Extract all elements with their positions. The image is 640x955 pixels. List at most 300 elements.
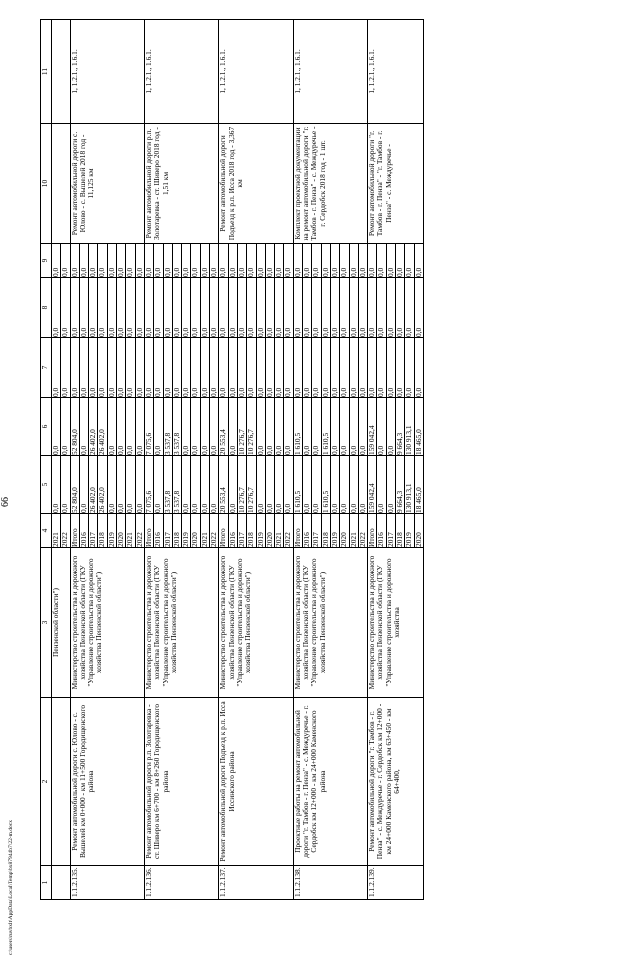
header-col-8: 8 — [41, 278, 52, 338]
cell-total — [52, 456, 71, 514]
cell-line: 0,0 — [181, 398, 190, 455]
cell-years — [70, 514, 144, 548]
cell-line: 0,0 — [339, 278, 348, 337]
cell-line: 0,0 — [51, 503, 60, 513]
cell-line: 0,0 — [302, 456, 311, 513]
cell-line: 0,0 — [283, 398, 292, 455]
cell-line: 0,0 — [135, 398, 144, 455]
cell-years — [52, 514, 71, 548]
cell-line: 0,0 — [60, 398, 69, 455]
cell-c7 — [293, 338, 367, 398]
cell-line: 0,0 — [69, 327, 79, 337]
cell-line: 0,0 — [218, 267, 228, 277]
cell-line: 10 276,7 — [246, 398, 255, 455]
cell-line: 0,0 — [349, 456, 358, 513]
cell-line: 0,0 — [79, 278, 88, 337]
cell-line: 0,0 — [358, 398, 367, 455]
cell-c6 — [293, 398, 367, 456]
cell-line: 2019 — [330, 514, 339, 547]
table-row — [293, 20, 367, 900]
cell-line: 0,0 — [358, 278, 367, 337]
cell-line: 0,0 — [116, 278, 125, 337]
cell-line: 0,0 — [69, 387, 79, 397]
cell-line: 3 537,8 — [172, 456, 181, 513]
cell-line: 0,0 — [51, 267, 60, 277]
cell-c6 — [144, 398, 218, 456]
table-row — [144, 20, 218, 900]
cell-line: 26 402,0 — [97, 456, 106, 513]
cell-line: 0,0 — [302, 338, 311, 397]
cell-local — [52, 278, 71, 338]
cell-line: 0,0 — [349, 398, 358, 455]
cell-line: 0,0 — [163, 338, 172, 397]
cell-c5 — [144, 456, 218, 514]
cell-line: 0,0 — [367, 267, 377, 277]
cell-c8 — [293, 278, 367, 338]
cell-line: 0,0 — [200, 398, 209, 455]
cell-num — [52, 866, 71, 900]
cell-line: 2017 — [163, 514, 172, 547]
cell-line: 2018 — [172, 514, 181, 547]
cell-line: 0,0 — [125, 456, 134, 513]
cell-executor: Министерство строительства и дорожного хозяйства Пензенской области (ГКУ "Управление строительства и дорожного хозяйства Пензенской области") — [219, 548, 293, 698]
cell-line: 3 537,8 — [163, 398, 172, 455]
cell-line: 20 553,4 — [218, 429, 228, 455]
cell-line: 0,0 — [163, 244, 172, 277]
table-row — [219, 20, 293, 900]
cell-line: 0,0 — [135, 278, 144, 337]
cell-line: 2020 — [265, 514, 274, 547]
cell-line: 0,0 — [367, 327, 377, 337]
cell-line: 2020 — [414, 514, 423, 547]
cell-line: 2019 — [404, 514, 413, 547]
cell-line: 0,0 — [143, 267, 153, 277]
header-col-10: 10 — [41, 124, 52, 244]
cell-line: 0,0 — [321, 338, 330, 397]
cell-line: 0,0 — [246, 278, 255, 337]
cell-line: 2020 — [339, 514, 348, 547]
cell-c6 — [368, 398, 424, 456]
cell-line: 0,0 — [209, 398, 218, 455]
cell-line: 0,0 — [265, 278, 274, 337]
cell-line: 0,0 — [395, 244, 404, 277]
cell-line: 0,0 — [246, 338, 255, 397]
cell-line: 9 664,3 — [395, 456, 404, 513]
table-row — [70, 20, 144, 900]
cell-num: 1.1.2.135. — [70, 866, 144, 900]
cell-line: 0,0 — [88, 244, 97, 277]
cell-years — [144, 514, 218, 548]
cell-line: 0,0 — [107, 244, 116, 277]
cell-ref: 1, 1.2.1., 1.6.1. — [219, 20, 293, 124]
cell-line: 0,0 — [292, 387, 302, 397]
cell-line: 130 913,1 — [404, 398, 413, 455]
cell-c5 — [70, 456, 144, 514]
cell-c5 — [219, 456, 293, 514]
cell-line: 0,0 — [311, 278, 320, 337]
cell-executor: Пензенской области") — [52, 548, 71, 698]
cell-line: 2016 — [302, 514, 311, 547]
cell-line: 0,0 — [274, 278, 283, 337]
cell-line: 0,0 — [376, 338, 385, 397]
cell-line: 0,0 — [311, 398, 320, 455]
cell-years — [368, 514, 424, 548]
cell-line: 0,0 — [190, 278, 199, 337]
cell-c5 — [293, 456, 367, 514]
cell-c8 — [70, 278, 144, 338]
cell-line: 2021 — [200, 514, 209, 547]
cell-line: 0,0 — [97, 278, 106, 337]
cell-other — [52, 244, 71, 278]
cell-line: 0,0 — [283, 456, 292, 513]
cell-line: Итого — [143, 528, 153, 547]
cell-years — [219, 514, 293, 548]
cell-line: 0,0 — [237, 244, 246, 277]
cell-result: Ремонт автомобильной дороги "г. Тамбов - г. Пенза" - "г. Тамбов - г. Пенза" - с. Междуречье - — [368, 124, 424, 244]
cell-c9 — [368, 244, 424, 278]
cell-line: 0,0 — [414, 244, 423, 277]
cell-line: 2021 — [125, 514, 134, 547]
cell-line: 0,0 — [237, 278, 246, 337]
cell-line: 0,0 — [265, 456, 274, 513]
cell-line: 0,0 — [69, 267, 79, 277]
cell-line: 2021 — [274, 514, 283, 547]
cell-c8 — [368, 278, 424, 338]
table-row-continuation — [52, 20, 71, 900]
cell-line: 2016 — [79, 514, 88, 547]
cell-line: 0,0 — [107, 398, 116, 455]
cell-line: 130 913,1 — [404, 456, 413, 513]
cell-name: Ремонт автомобильной дороги р.п. Золотаревка - ст. Шиверо км 6+700 - км 8+260 Городищенского района — [144, 698, 218, 866]
cell-line: 0,0 — [209, 278, 218, 337]
cell-c9 — [70, 244, 144, 278]
cell-line: 0,0 — [246, 244, 255, 277]
cell-ref: 1, 1.2.1., 1.6.1. — [144, 20, 218, 124]
cell-line: 0,0 — [190, 244, 199, 277]
cell-c7 — [219, 338, 293, 398]
cell-line: Итого — [292, 528, 302, 547]
cell-line: 2018 — [97, 514, 106, 547]
cell-line: 0,0 — [376, 398, 385, 455]
cell-line: 0,0 — [163, 278, 172, 337]
cell-line: 0,0 — [190, 338, 199, 397]
cell-line: 0,0 — [395, 278, 404, 337]
cell-line: 0,0 — [274, 338, 283, 397]
cell-line: 0,0 — [116, 244, 125, 277]
cell-line: 0,0 — [386, 398, 395, 455]
cell-line: 1 610,5 — [321, 456, 330, 513]
cell-line: 0,0 — [404, 278, 413, 337]
cell-line: 0,0 — [125, 338, 134, 397]
cell-line: 0,0 — [265, 244, 274, 277]
cell-line: 0,0 — [153, 338, 162, 397]
cell-result: Ремонт автомобильной дороги р.п. Золотаревка - ст. Шиверо 2018 год - 1,51 км — [144, 124, 218, 244]
footer-file-path: c:\users\ruvbxlt\AppData\Local\Temp\bx87944b7\22-m.docx — [8, 820, 14, 955]
cell-line: 0,0 — [302, 398, 311, 455]
cell-line: 0,0 — [256, 456, 265, 513]
cell-name: Ремонт автомобильной дороги с. Юлово - с. Вышелей км 0+000 - км 11+500 Городищенского района — [70, 698, 144, 866]
cell-line: 0,0 — [386, 338, 395, 397]
cell-line: 0,0 — [311, 338, 320, 397]
cell-line: 0,0 — [218, 327, 228, 337]
cell-num: 1.1.2.138. — [293, 866, 367, 900]
cell-line: 2017 — [311, 514, 320, 547]
cell-line: 0,0 — [116, 398, 125, 455]
cell-line: 0,0 — [330, 338, 339, 397]
cell-line: 0,0 — [181, 338, 190, 397]
cell-line: 0,0 — [209, 338, 218, 397]
cell-line: 0,0 — [256, 338, 265, 397]
cell-line: 7 075,6 — [143, 490, 153, 513]
cell-line: 26 402,0 — [97, 398, 106, 455]
cell-line: 0,0 — [404, 244, 413, 277]
header-col-2: 2 — [41, 698, 52, 866]
cell-line: 0,0 — [228, 244, 237, 277]
cell-line: 3 537,8 — [172, 398, 181, 455]
cell-name: Ремонт автомобильной дороги "г. Тамбов - г. Пенза" - с. Междуречье - г. Сердобск км 12+000 - км 24+000 Каменского района, км 63+450 - км 64+400, — [368, 698, 424, 866]
cell-line: 18 465,0 — [414, 456, 423, 513]
cell-line: 0,0 — [414, 338, 423, 397]
cell-line: 0,0 — [349, 338, 358, 397]
cell-line: 0,0 — [339, 338, 348, 397]
cell-line: 10 276,7 — [237, 456, 246, 513]
cell-line: 0,0 — [292, 327, 302, 337]
cell-line: 0,0 — [172, 338, 181, 397]
cell-line: 0,0 — [143, 387, 153, 397]
cell-line: 0,0 — [60, 338, 69, 397]
cell-line: 0,0 — [376, 278, 385, 337]
rotated-table-container — [40, 20, 605, 900]
cell-line: 0,0 — [60, 244, 69, 277]
cell-line: 0,0 — [79, 456, 88, 513]
cell-line: 0,0 — [386, 456, 395, 513]
cell-c8 — [144, 278, 218, 338]
cell-line: 0,0 — [386, 278, 395, 337]
cell-line: 0,0 — [51, 387, 60, 397]
cell-line: 2022 — [209, 514, 218, 547]
cell-line: 0,0 — [79, 398, 88, 455]
program-table — [40, 19, 424, 900]
cell-line: 0,0 — [358, 338, 367, 397]
cell-line: 2016 — [228, 514, 237, 547]
cell-line: 2021 — [349, 514, 358, 547]
cell-line: 0,0 — [274, 456, 283, 513]
header-col-3: 3 — [41, 548, 52, 698]
cell-line: 0,0 — [209, 456, 218, 513]
cell-line: 0,0 — [395, 338, 404, 397]
cell-line: 0,0 — [107, 456, 116, 513]
cell-ref — [52, 20, 71, 124]
cell-line: Итого — [69, 528, 79, 547]
cell-line: 0,0 — [228, 398, 237, 455]
cell-line: 0,0 — [339, 398, 348, 455]
cell-line: 0,0 — [125, 398, 134, 455]
cell-line: 2018 — [395, 514, 404, 547]
table-header-row — [41, 20, 52, 900]
cell-line: 2022 — [135, 514, 144, 547]
cell-line: 0,0 — [200, 278, 209, 337]
cell-line: 0,0 — [97, 338, 106, 397]
cell-line: 0,0 — [135, 244, 144, 277]
cell-num: 1.1.2.139. — [368, 866, 424, 900]
cell-line: 0,0 — [358, 456, 367, 513]
cell-line: 0,0 — [386, 244, 395, 277]
cell-line: 0,0 — [190, 398, 199, 455]
cell-line: 0,0 — [256, 398, 265, 455]
cell-line: 0,0 — [330, 278, 339, 337]
header-col-4: 4 — [41, 514, 52, 548]
cell-federal — [52, 338, 71, 398]
cell-line: 52 804,0 — [69, 487, 79, 513]
cell-line: 0,0 — [292, 267, 302, 277]
cell-executor: Министерство строительства и дорожного хозяйства Пензенской области (ГКУ "Управление строительства и дорожного хозяйства Пензенской области") — [70, 548, 144, 698]
cell-c9 — [219, 244, 293, 278]
header-col-11: 11 — [41, 20, 52, 124]
page-number: 66 — [0, 497, 11, 507]
cell-line: 0,0 — [116, 456, 125, 513]
cell-line: 26 402,0 — [88, 398, 97, 455]
header-col-5: 5 — [41, 456, 52, 514]
cell-line: 2019 — [256, 514, 265, 547]
cell-result: Комплект проектной документации на ремонт автомобильной дороги "г. Тамбов - г. Пенза" - с. Междуречье - г. Сердобск 2018 год - 1 шт. — [293, 124, 367, 244]
cell-line: 2018 — [321, 514, 330, 547]
cell-line: 0,0 — [358, 244, 367, 277]
cell-line: 0,0 — [274, 244, 283, 277]
cell-c9 — [293, 244, 367, 278]
cell-line: 0,0 — [414, 278, 423, 337]
cell-line: 18 465,0 — [414, 398, 423, 455]
cell-c7 — [70, 338, 144, 398]
cell-line: 2018 — [246, 514, 255, 547]
cell-name — [52, 698, 71, 866]
cell-ref: 1, 1.2.1., 1.6.1. — [70, 20, 144, 124]
cell-line: 0,0 — [339, 244, 348, 277]
cell-line: 0,0 — [190, 456, 199, 513]
table-row — [368, 20, 424, 900]
cell-line: 0,0 — [153, 456, 162, 513]
cell-line: 0,0 — [107, 338, 116, 397]
cell-line: 0,0 — [88, 278, 97, 337]
cell-c7 — [368, 338, 424, 398]
cell-years — [293, 514, 367, 548]
cell-line: 0,0 — [256, 244, 265, 277]
header-col-9: 9 — [41, 244, 52, 278]
cell-result: Ремонт автомобильной дороги Подъезд к р.п. Исса 2018 год - 3,367 км — [219, 124, 293, 244]
cell-line: 2022 — [60, 514, 69, 547]
cell-line: Итого — [218, 528, 228, 547]
cell-line: 2019 — [181, 514, 190, 547]
cell-line: 159 042,4 — [367, 425, 377, 455]
cell-line: 0,0 — [125, 278, 134, 337]
cell-regional — [52, 398, 71, 456]
cell-line: 0,0 — [181, 244, 190, 277]
cell-line: 0,0 — [181, 456, 190, 513]
cell-line: 0,0 — [330, 398, 339, 455]
cell-line: 2017 — [88, 514, 97, 547]
cell-line: 0,0 — [153, 398, 162, 455]
cell-line: 0,0 — [265, 398, 274, 455]
header-col-6: 6 — [41, 398, 52, 456]
cell-line: 0,0 — [200, 456, 209, 513]
cell-line: 1 610,5 — [321, 398, 330, 455]
cell-line: 10 276,7 — [246, 456, 255, 513]
cell-c5 — [368, 456, 424, 514]
cell-line: 9 664,3 — [395, 398, 404, 455]
cell-line: 2017 — [386, 514, 395, 547]
cell-line: 7 075,6 — [143, 432, 153, 455]
cell-line: 2020 — [116, 514, 125, 547]
cell-line: 2021 — [51, 532, 60, 547]
cell-line: 0,0 — [321, 278, 330, 337]
cell-line: 0,0 — [143, 327, 153, 337]
cell-line: 0,0 — [376, 456, 385, 513]
cell-line: 0,0 — [153, 244, 162, 277]
cell-line: 52 804,0 — [69, 429, 79, 455]
cell-result — [52, 124, 71, 244]
cell-line: 0,0 — [125, 244, 134, 277]
cell-line: 0,0 — [218, 387, 228, 397]
cell-line: 0,0 — [311, 456, 320, 513]
cell-line: 0,0 — [181, 278, 190, 337]
cell-line: 0,0 — [349, 278, 358, 337]
cell-num: 1.1.2.136. — [144, 866, 218, 900]
cell-line: 0,0 — [330, 244, 339, 277]
cell-ref: 1, 1.2.1., 1.6.1. — [293, 20, 367, 124]
cell-line: 2022 — [358, 514, 367, 547]
cell-line: 0,0 — [339, 456, 348, 513]
cell-line: 1 610,5 — [292, 432, 302, 455]
cell-line: 0,0 — [367, 387, 377, 397]
cell-line: 0,0 — [330, 456, 339, 513]
cell-line: 0,0 — [302, 278, 311, 337]
cell-executor: Министерство строительства и дорожного хозяйства Пензенской области (ГКУ "Управление строительства и дорожного хозяйства Пензенской области") — [293, 548, 367, 698]
cell-line: 0,0 — [311, 244, 320, 277]
cell-name: Ремонт автомобильной дороги Подъезд к р.п. Исса Иссинского района — [219, 698, 293, 866]
cell-c7 — [144, 338, 218, 398]
cell-line: 0,0 — [135, 456, 144, 513]
cell-c6 — [219, 398, 293, 456]
cell-line: 0,0 — [51, 327, 60, 337]
cell-line: 0,0 — [107, 278, 116, 337]
cell-line: 0,0 — [79, 338, 88, 397]
cell-line: 0,0 — [153, 278, 162, 337]
cell-c8 — [219, 278, 293, 338]
cell-line: 0,0 — [88, 338, 97, 397]
cell-line: 0,0 — [256, 278, 265, 337]
cell-c6 — [70, 398, 144, 456]
cell-line: 3 537,8 — [163, 456, 172, 513]
cell-line: 2020 — [190, 514, 199, 547]
cell-line: 0,0 — [172, 244, 181, 277]
cell-line: 0,0 — [172, 278, 181, 337]
cell-line: 1 610,5 — [292, 490, 302, 513]
cell-line: 0,0 — [51, 445, 60, 455]
cell-line: 159 042,4 — [367, 483, 377, 513]
cell-line: 0,0 — [265, 338, 274, 397]
cell-line: 0,0 — [60, 278, 69, 337]
cell-line: 0,0 — [200, 338, 209, 397]
cell-line: 0,0 — [237, 338, 246, 397]
cell-line: 2016 — [376, 514, 385, 547]
cell-line: 0,0 — [228, 278, 237, 337]
cell-line: 0,0 — [200, 244, 209, 277]
cell-line: 0,0 — [228, 456, 237, 513]
cell-line: 0,0 — [349, 244, 358, 277]
cell-line: 20 553,4 — [218, 487, 228, 513]
cell-line: 0,0 — [283, 338, 292, 397]
cell-line: 2022 — [283, 514, 292, 547]
cell-line: 0,0 — [135, 338, 144, 397]
